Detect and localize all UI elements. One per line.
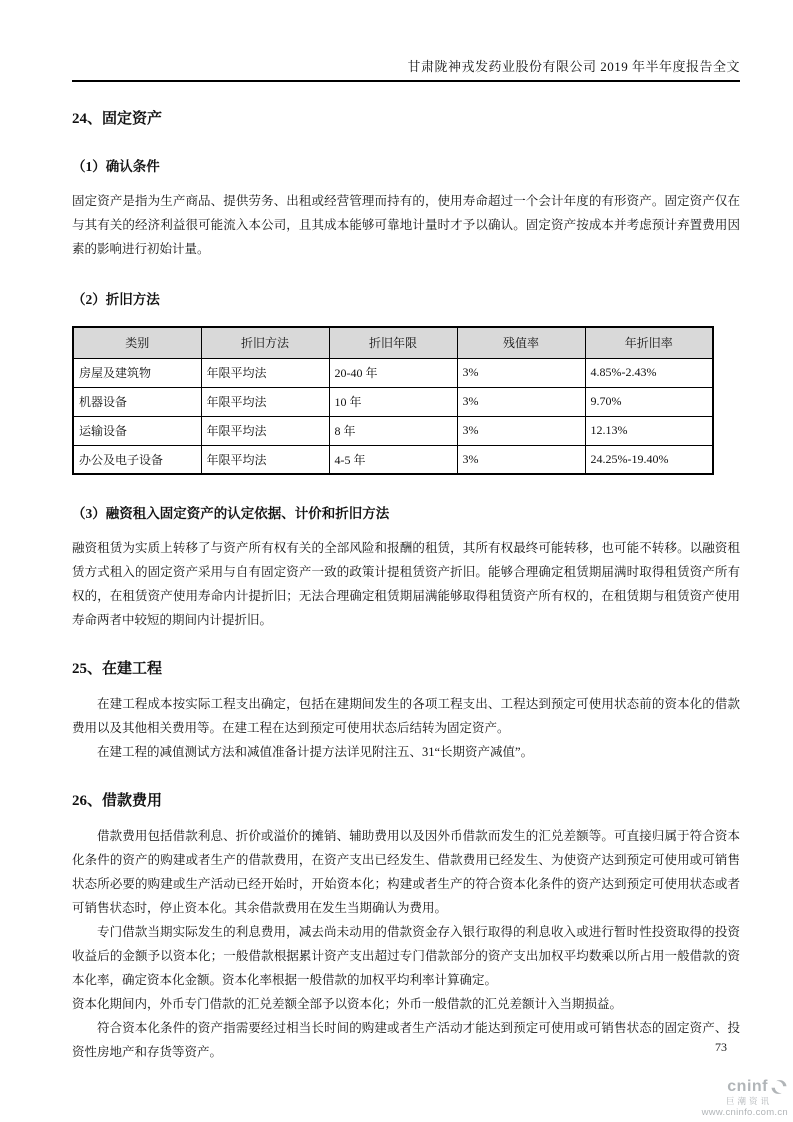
col-header-method: 折旧方法 (201, 327, 329, 358)
cell-annual-rate: 24.25%-19.40% (585, 445, 713, 474)
cninfo-logo (668, 1078, 788, 1119)
table-header-row (73, 327, 713, 358)
cell-method: 年限平均法 (201, 445, 329, 474)
section-25-body (72, 692, 740, 764)
depreciation-table (72, 326, 714, 475)
cell-category: 办公及电子设备 (73, 445, 201, 474)
table-row (73, 387, 713, 416)
cell-useful-life: 10 年 (329, 387, 457, 416)
cell-useful-life: 4-5 年 (329, 445, 457, 474)
section-24-title: 24、固定资产 (72, 111, 163, 127)
col-header-useful-life: 折旧年限 (329, 327, 457, 358)
document-header-title: 甘肃陇神戎发药业股份有限公司 2019 年半年度报告全文 (407, 59, 740, 74)
section-24-sub3-title: （3）融资租入固定资产的认定依据、计价和折旧方法 (72, 506, 390, 521)
cell-category: 房屋及建筑物 (73, 358, 201, 387)
cell-residual-rate: 3% (457, 445, 585, 474)
cell-method: 年限平均法 (201, 387, 329, 416)
col-header-category: 类别 (73, 327, 201, 358)
section-25-title: 25、在建工程 (72, 661, 163, 677)
page-number: 73 (715, 1040, 727, 1054)
cell-annual-rate: 9.70% (585, 387, 713, 416)
section-24-sub1-body: 固定资产是指为生产商品、提供劳务、出租或经营管理而持有的，使用寿命超过一个会计年度的有形资产。固定资产仅在与其有关的经济利益很可能流入本公司，且其成本能够可靠地计量时才予以确认。固定资产按成本并考虑预计弃置费用因素的影响进行初始计量。 (72, 194, 740, 256)
table-row (73, 416, 713, 445)
section-26-title: 26、借款费用 (72, 793, 163, 809)
section-26-paragraph-1: 借款费用包括借款利息、折价或溢价的摊销、辅助费用以及因外币借款而发生的汇兑差额等。可直接归属于符合资本化条件的资产的购建或者生产的借款费用，在资产支出已经发生、借款费用已经发生、为使资产达到预定可使用或可销售状态所必要的购建或生产活动已经开始时，开始资本化；构建或者生产的符合资本化条件的资产达到预定可使用状态或者可销售状态时，停止资本化。其余借款费用在发生当期确认为费用。 (72, 829, 740, 915)
cell-category: 机器设备 (73, 387, 201, 416)
header-divider (72, 80, 740, 82)
cell-residual-rate: 3% (457, 387, 585, 416)
col-header-annual-rate: 年折旧率 (585, 327, 713, 358)
page-content (72, 56, 740, 1064)
section-26-paragraph-2: 专门借款当期实际发生的利息费用，减去尚未动用的借款资金存入银行取得的利息收入或进行暂时性投资取得的投资收益后的金额予以资本化；一般借款根据累计资产支出超过专门借款部分的资产支出加权平均数乘以所占用一般借款的资本化率，确定资本化金额。资本化率根据一般借款的加权平均利率计算确定。 (72, 925, 740, 987)
cninfo-swirl-icon (770, 1078, 788, 1096)
section-24-sub2-title: （2）折旧方法 (72, 292, 160, 307)
table-row (73, 445, 713, 474)
cell-category: 运输设备 (73, 416, 201, 445)
cell-method: 年限平均法 (201, 416, 329, 445)
cninfo-url: www.cninfo.com.cn (701, 1107, 788, 1119)
cell-residual-rate: 3% (457, 358, 585, 387)
cell-annual-rate: 12.13% (585, 416, 713, 445)
cell-useful-life: 8 年 (329, 416, 457, 445)
table-row (73, 358, 713, 387)
cell-method: 年限平均法 (201, 358, 329, 387)
section-26-paragraph-3: 资本化期间内，外币专门借款的汇兑差额全部予以资本化；外币一般借款的汇兑差额计入当期损益。 (72, 997, 623, 1011)
cninfo-chinese-name: 巨潮资讯 (725, 1096, 772, 1106)
section-25-paragraph-2: 在建工程的减值测试方法和减值准备计提方法详见附注五、31“长期资产减值”。 (97, 745, 534, 759)
section-24-sub1-title: （1）确认条件 (72, 159, 160, 174)
cell-annual-rate: 4.85%-2.43% (585, 358, 713, 387)
section-24-sub3-body: 融资租赁为实质上转移了与资产所有权有关的全部风险和报酬的租赁，其所有权最终可能转移，也可能不转移。以融资租赁方式租入的固定资产采用与自有固定资产一致的政策计提租赁资产折旧。能够合理确定租赁期届满时取得租赁资产所有权的，在租赁资产使用寿命内计提折旧；无法合理确定租赁期届满能够取得租赁资产所有权的，在租赁期与租赁资产使用寿命两者中较短的期间内计提折旧。 (72, 541, 740, 627)
cell-residual-rate: 3% (457, 416, 585, 445)
col-header-residual-rate: 残值率 (457, 327, 585, 358)
section-25-paragraph-1: 在建工程成本按实际工程支出确定，包括在建期间发生的各项工程支出、工程达到预定可使用状态前的资本化的借款费用以及其他相关费用等。在建工程在达到预定可使用状态后结转为固定资产。 (72, 697, 740, 735)
section-26-body (72, 824, 740, 1064)
cell-useful-life: 20-40 年 (329, 358, 457, 387)
section-26-paragraph-4: 符合资本化条件的资产指需要经过相当长时间的购建或者生产活动才能达到预定可使用或可销售状态的固定资产、投资性房地产和存货等资产。 (72, 1021, 740, 1059)
cninfo-wordmark: cninf (727, 1078, 768, 1096)
